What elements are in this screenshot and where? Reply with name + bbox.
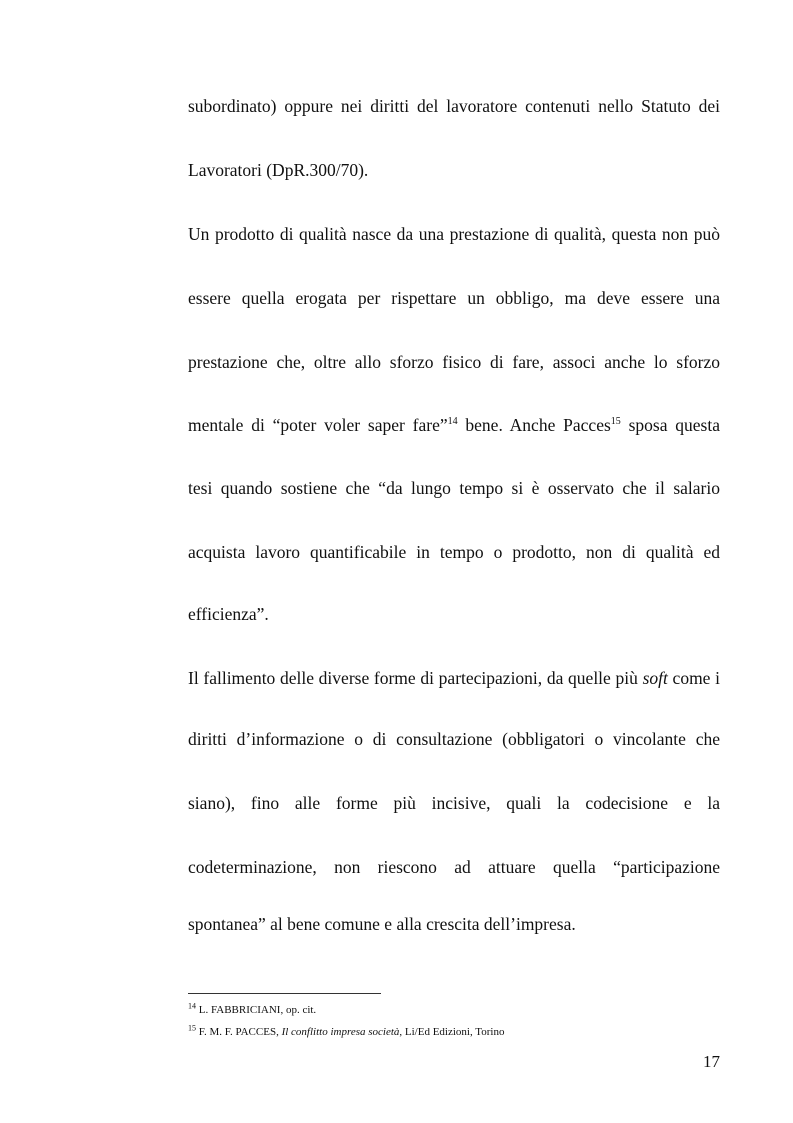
body-line-13: codeterminazione, non riescono ad attuare quella “participazione xyxy=(188,857,720,877)
body-line-2: Lavoratori (DpR.300/70). xyxy=(188,160,369,180)
body-line-5: prestazione che, oltre allo sforzo fisico di fare, associ anche lo sforzo xyxy=(188,352,720,372)
footnote-14-text: L. FABBRICIANI, op. cit. xyxy=(196,1004,317,1016)
body-line-1: subordinato) oppure nei diritti del lavoratore contenuti nello Statuto dei xyxy=(188,96,720,116)
footnote-ref-15: 15 xyxy=(610,416,621,428)
body-line-9: efficienza”. xyxy=(188,604,269,624)
footnote-15-text-b: , Li/Ed Edizioni, Torino xyxy=(399,1026,505,1038)
body-line-14: spontanea” al bene comune e alla crescita dell’impresa. xyxy=(188,914,576,934)
footnote-14-number: 14 xyxy=(188,1001,196,1011)
line6-text-c: sposa questa xyxy=(620,415,720,435)
footnote-15 xyxy=(188,1025,504,1039)
footnote-15-text-a: F. M. F. PACCES, xyxy=(196,1026,282,1038)
line10-text-a: Il fallimento delle diverse forme di partecipazioni, da quelle più xyxy=(188,668,643,688)
body-line-8: acquista lavoro quantificabile in tempo o prodotto, non di qualità ed xyxy=(188,542,720,562)
body-line-7: tesi quando sostiene che “da lungo tempo si è osservato che il salario xyxy=(188,478,720,498)
body-line-6 xyxy=(188,413,720,437)
page-number: 17 xyxy=(703,1052,720,1071)
footnote-separator xyxy=(188,993,381,994)
line6-text-b: bene. Anche Pacces xyxy=(457,415,611,435)
footnote-ref-14: 14 xyxy=(447,416,458,428)
body-line-3: Un prodotto di qualità nasce da una prestazione di qualità, questa non può xyxy=(188,224,720,244)
footnote-15-title: Il conflitto impresa società xyxy=(281,1026,400,1038)
body-line-12: siano), fino alle forme più incisive, quali la codecisione e la xyxy=(188,793,720,813)
body-line-4: essere quella erogata per rispettare un obbligo, ma deve essere una xyxy=(188,288,720,308)
body-line-11: diritti d’informazione o di consultazione (obbligatori o vincolante che xyxy=(188,729,720,749)
footnote-15-number: 15 xyxy=(188,1023,196,1033)
line10-text-b: come i xyxy=(667,668,720,688)
body-line-10 xyxy=(188,666,720,690)
footnote-14 xyxy=(188,1003,316,1017)
line6-text-a: mentale di “poter voler saper fare” xyxy=(188,415,448,435)
line10-emphasis: soft xyxy=(642,668,668,688)
